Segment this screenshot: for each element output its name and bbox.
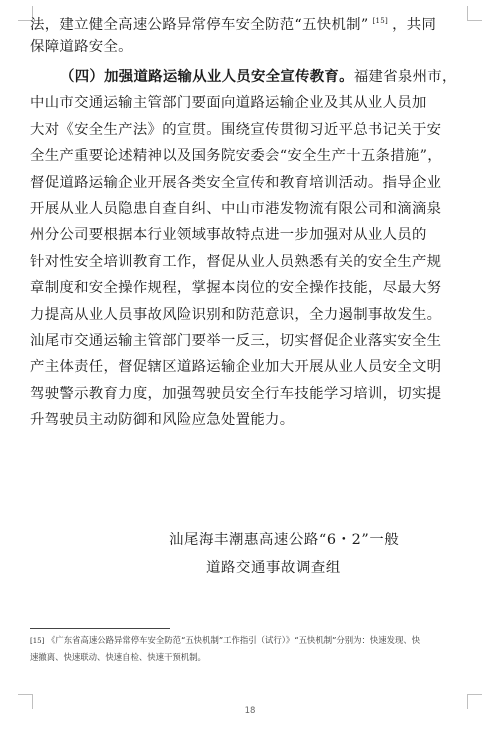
text-line: 大对《安全生产法》的宣贯。围绕宣传贯彻习近平总书记关于安 xyxy=(30,121,442,138)
text-line: 开展从业人员隐患自查自纠、中山市港发物流有限公司和滴滴泉 xyxy=(30,200,442,217)
page-number: 18 xyxy=(244,706,256,716)
footnote-line: 速撤离、快速联动、快速自检、快速干预机制。 xyxy=(30,652,206,662)
footnote-reference[interactable]: [15] xyxy=(372,17,389,25)
paragraph-continuation xyxy=(30,8,470,61)
text-line: 产主体责任，督促辖区道路运输企业加大开展从业人员安全文明 xyxy=(30,359,442,376)
text-line: 法，建立健全高速公路异常停车安全防范“五快机制” [15] ，共同 xyxy=(30,17,437,33)
footnote-line: [15] 《广东省高速公路异常停车安全防范“五快机制”工作指引（试行）》“五快机制”分别为：快速发现、快 xyxy=(30,635,421,645)
footnote-mark: [15] xyxy=(30,637,45,645)
text-line: 州分公司要根据本行业领域事故特点进一步加强对从业人员的 xyxy=(30,227,427,244)
text-line: 章制度和安全操作规程，掌握本岗位的安全操作技能，尽最大努 xyxy=(30,280,442,297)
text-line: 保障道路安全。 xyxy=(30,39,133,56)
text-line: 汕尾市交通运输主管部门要举一反三，切实督促企业落实安全生 xyxy=(30,332,442,349)
text-line: 全生产重要论述精神以及国务院安委会“安全生产十五条措施”， xyxy=(30,148,442,165)
text-line: 驾驶警示教育力度，加强驾驶员安全行车技能学习培训，切实提 xyxy=(30,385,442,402)
text-line: 力提高从业人员事故风险识别和防范意识，全力遏制事故发生。 xyxy=(30,306,442,323)
section-4-paragraph xyxy=(30,64,470,433)
signature-line-2: 道路交通事故调查组 xyxy=(206,560,341,576)
signature-line-1: 汕尾海丰潮惠高速公路“6・2”一般 xyxy=(169,532,400,548)
text-line: 中山市交通运输主管部门要面向道路运输企业及其从业人员加 xyxy=(30,95,427,112)
text-line: 升驾驶员主动防御和风险应急处置能力。 xyxy=(30,412,295,429)
text-line: 督促道路运输企业开展各类安全宣传和教育培训活动。指导企业 xyxy=(30,174,442,191)
signature-block xyxy=(0,526,500,582)
footnote-divider xyxy=(30,628,170,629)
text-line: 针对性安全培训教育工作，督促从业人员熟悉有关的安全生产规 xyxy=(30,253,442,270)
text-line: （四）加强道路运输从业人员安全宣传教育。福建省泉州市， xyxy=(60,68,457,85)
section-heading: （四）加强道路运输从业人员安全宣传教育。 xyxy=(60,68,354,85)
footnote xyxy=(30,632,470,665)
